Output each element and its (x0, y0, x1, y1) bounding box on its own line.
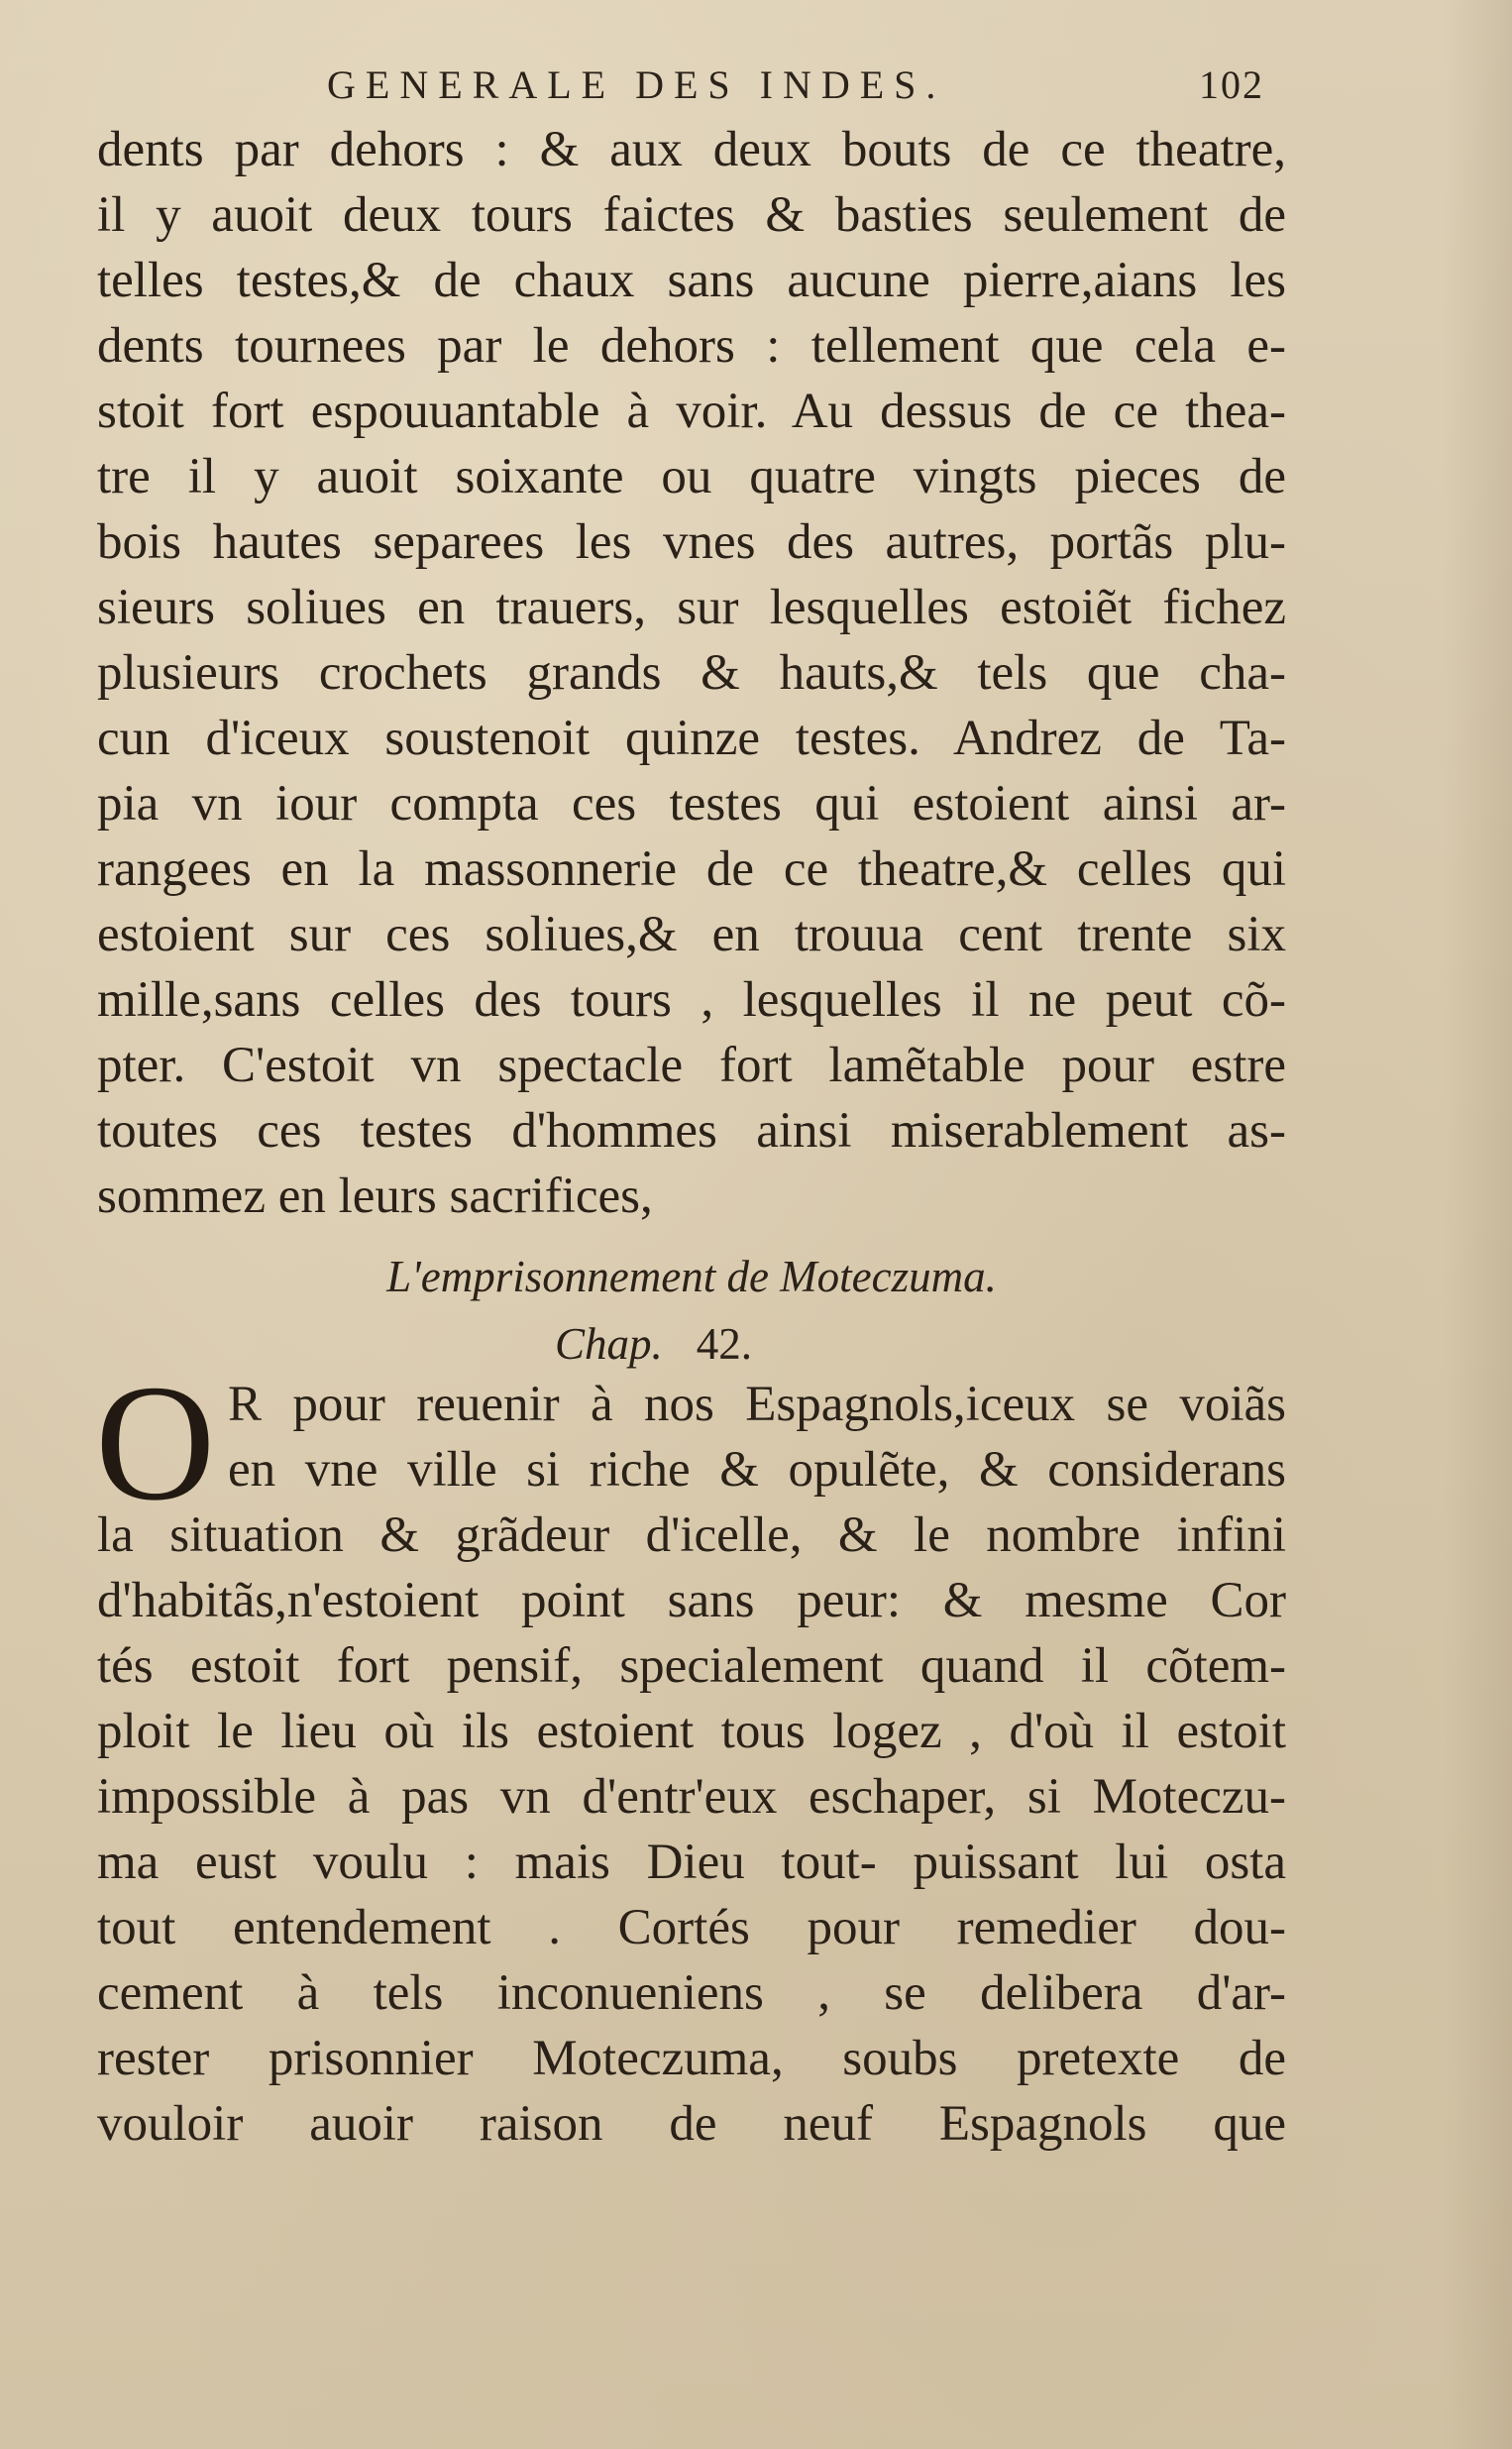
text-line: ma eust voulu : mais Dieu tout- puissant lui osta (97, 1835, 1286, 1890)
text-line: la situation & grãdeur d'icelle, & le nombre infini (97, 1507, 1286, 1563)
text-line: d'habitãs,n'estoient point sans peur: & mesme Cor (97, 1573, 1286, 1628)
text-line: pia vn iour compta ces testes qui estoient ainsi ar- (97, 776, 1286, 832)
chapter-title: L'emprisonnement de Moteczuma. (386, 1252, 997, 1301)
paragraph-2 (97, 1372, 1286, 2157)
text-line: tés estoit fort pensif, specialement quand il cõtem- (97, 1638, 1286, 1694)
text-line: telles testes,& de chaux sans aucune pierre,aians les (97, 253, 1286, 308)
text-line: il y auoit deux tours faictes & basties seulement de (97, 187, 1286, 243)
text-line: rangees en la massonnerie de ce theatre,& celles qui (97, 841, 1286, 897)
text-line: cement à tels inconueniens , se delibera d'ar- (97, 1965, 1286, 2021)
text-line: en vne ville si riche & opulẽte, & considerans (228, 1442, 1286, 1498)
text-line: tre il y auoit soixante ou quatre vingts pieces de (97, 449, 1286, 504)
running-head: GENERALE DES INDES. (327, 62, 946, 107)
text-line: impossible à pas vn d'entr'eux eschaper, si Moteczu- (97, 1769, 1286, 1825)
page-number: 102 (1199, 62, 1264, 107)
text-line: estoient sur ces soliues,& en trouua cent trente six (97, 907, 1286, 962)
paragraph-1 (97, 117, 1286, 1229)
page-edge-shadow (1443, 0, 1512, 2449)
text-line: ploit le lieu où ils estoient tous logez , d'où il estoit (97, 1704, 1286, 1759)
drop-cap: O (95, 1351, 216, 1535)
text-line: vouloir auoir raison de neuf Espagnols que (97, 2096, 1286, 2152)
text-line: sommez en leurs sacrifices, (97, 1169, 653, 1224)
text-line: R pour reuenir à nos Espagnols,iceux se voiãs (228, 1377, 1286, 1432)
text-line: mille,sans celles des tours , lesquelles il ne peut cõ- (97, 972, 1286, 1028)
text-line: cun d'iceux soustenoit quinze testes. Andrez de Ta- (97, 711, 1286, 766)
chapter-label: Chap. (555, 1319, 663, 1369)
text-line: dents par dehors : & aux deux bouts de ce theatre, (97, 122, 1286, 177)
text-line: toutes ces testes d'hommes ainsi miserablement as- (97, 1103, 1286, 1159)
text-line: dents tournees par le dehors : tellement que cela e- (97, 318, 1286, 374)
text-line: pter. C'estoit vn spectacle fort lamẽtable pour estre (97, 1038, 1286, 1093)
text-line: bois hautes separees les vnes des autres, portãs plu- (97, 514, 1286, 570)
text-line: plusieurs crochets grands & hauts,& tels que cha- (97, 645, 1286, 701)
text-line: rester prisonnier Moteczuma, soubs pretexte de (97, 2031, 1286, 2086)
text-line: stoit fort espouuantable à voir. Au dessus de ce thea- (97, 384, 1286, 439)
text-line: sieurs soliues en trauers, sur lesquelles estoiẽt fichez (97, 580, 1286, 635)
text-line: tout entendement . Cortés pour remedier dou- (97, 1900, 1286, 1955)
chapter-number-value: 42. (696, 1319, 753, 1369)
chapter-number (555, 1318, 752, 1370)
